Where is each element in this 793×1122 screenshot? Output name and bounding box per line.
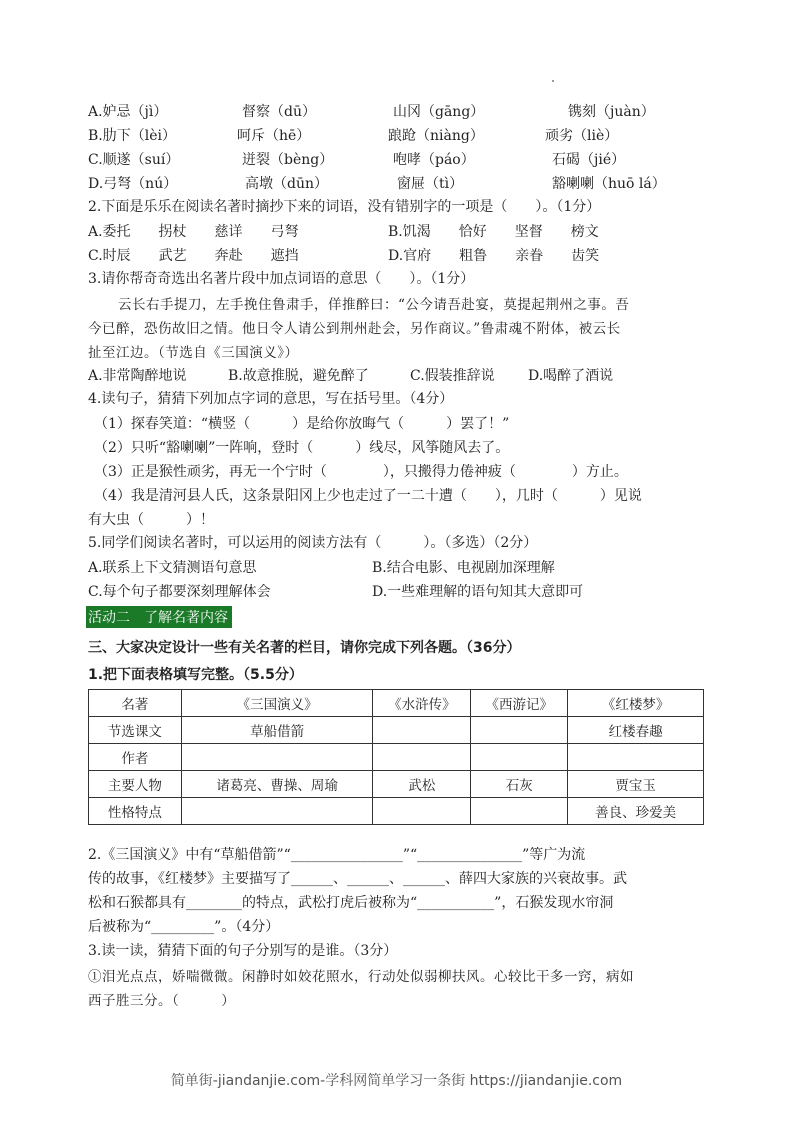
q1-c-3: 咆哮（páo） [393, 152, 475, 168]
footer-watermark: 简单街-jiandanjie.com-学科网简单学习一条街 https://jiandanjie.com [170, 1073, 623, 1089]
table-cell [471, 717, 568, 744]
q1-a-4: 镌刻（juàn） [568, 104, 655, 120]
q3-option-a: A.非常陶醉地说 [88, 368, 187, 384]
table-cell: 《红楼梦》 [568, 690, 704, 717]
q5-option-c: C.每个句子都要深刻理解体会 [88, 584, 271, 600]
table-row [89, 690, 704, 717]
section-3-heading: 三、大家决定设计一些有关名著的栏目，请你完成下列各题。（36分） [88, 640, 521, 656]
q4-line-3: （3）正是猴性顽劣，再无一个宁时（ ），只搬得力倦神疲（ ）方止。 [94, 464, 628, 480]
table-cell: 石灰 [471, 771, 568, 798]
table-cell: 节选课文 [89, 717, 182, 744]
table-cell [181, 744, 373, 771]
table-row [89, 744, 704, 771]
table-cell: 草船借箭 [181, 717, 373, 744]
s3-q2-line-4: 后被称为“_________”。（4分） [88, 919, 280, 935]
q1-c-2: 迸裂（bèng） [242, 152, 334, 168]
table-cell: 作者 [89, 744, 182, 771]
table-cell: 性格特点 [89, 798, 182, 825]
q1-c-1: C.顺遂（suí） [88, 152, 180, 168]
q2-option-d: D.官府 粗鲁 亲眷 齿笑 [388, 248, 600, 264]
s3-q2-line-1: 2.《三国演义》中有“草船借箭”“________________”“_______________”等广为流 [88, 847, 586, 863]
q4-line-4: （4）我是清河县人氏，这条景阳冈上少也走过了一二十遭（ ），几时（ ）见说 [94, 488, 642, 504]
table-cell [373, 717, 471, 744]
table-cell [568, 744, 704, 771]
s3-q1-stem: 1.把下面表格填写完整。（5.5分） [88, 667, 303, 683]
q1-a-1: A.妒忌（jì） [88, 104, 168, 120]
q1-b-2: 呵斥（hē） [237, 128, 311, 144]
q1-c-4: 石碣（jié） [552, 152, 626, 168]
q3-option-c: C.假装推辞说 [410, 368, 495, 384]
q1-a-3: 山冈（gāng） [393, 104, 485, 120]
table-cell: 《水浒传》 [373, 690, 471, 717]
q1-b-4: 顽劣（liè） [545, 128, 619, 144]
s3-q3-stem: 3.读一读，猜猜下面的句子分别写的是谁。（3分） [88, 943, 398, 959]
q5-option-b: B.结合电影、电视剧加深理解 [372, 560, 555, 576]
table-cell [373, 798, 471, 825]
s3-q3-line-2: 西子胜三分。（ ） [88, 993, 236, 1009]
table-cell: 《三国演义》 [181, 690, 373, 717]
table-row [89, 771, 704, 798]
q3-option-d: D.喝醉了酒说 [528, 368, 614, 384]
table-cell [373, 744, 471, 771]
q1-d-1: D.弓弩（nú） [88, 176, 178, 192]
table-cell: 主要人物 [89, 771, 182, 798]
q1-d-2: 高墩（dūn） [245, 176, 328, 192]
q3-stem: 3.请你帮奇奇选出名著片段中加点词语的意思（ ）。（1分） [88, 271, 475, 287]
table-cell [471, 798, 568, 825]
q4-stem: 4.读句子，猜猜下列加点字词的意思，写在括号里。（4分） [88, 391, 454, 407]
q2-stem: 2.下面是乐乐在阅读名著时摘抄下来的词语，没有错别字的一项是（ ）。（1分） [88, 199, 601, 215]
q3-passage-line-2: 今已醉，恐伤故旧之情。他日令人请公到荆州赴会，另作商议。”鲁肃魂不附体，被云长 [88, 321, 621, 337]
q1-b-3: 踉跄（niàng） [388, 128, 484, 144]
table-row [89, 798, 704, 825]
q4-line-2: （2）只听“豁喇喇”一阵响，登时（ ）线尽，风筝随风去了。 [94, 440, 510, 456]
q4-line-5: 有大虫（ ）！ [88, 512, 214, 528]
q1-a-2: 督察（dū） [242, 104, 316, 120]
q1-b-1: B.肋下（lèi） [88, 128, 176, 144]
q5-option-d: D.一些难理解的语句知其大意即可 [372, 584, 584, 600]
q2-option-c: C.时辰 武艺 奔赴 遮挡 [88, 248, 299, 264]
s3-q2-line-3: 松和石猴都具有________的特点，武松打虎后被称为“___________”，石猴发现水帘洞 [88, 895, 614, 911]
table-cell: 诸葛亮、曹操、周瑜 [181, 771, 373, 798]
scan-speck [552, 80, 554, 82]
table-cell [471, 744, 568, 771]
table-cell: 名著 [89, 690, 182, 717]
q3-option-b: B.故意推脱，避免醉了 [228, 368, 369, 384]
q1-d-4: 豁喇喇（huō lá） [552, 176, 666, 192]
table-cell: 善良、珍爱美 [568, 798, 704, 825]
novels-table [88, 689, 704, 825]
q5-stem: 5.同学们阅读名著时，可以运用的阅读方法有（ ）。（多选）（2分） [88, 535, 538, 551]
table-cell: 武松 [373, 771, 471, 798]
q2-option-a: A.委托 拐杖 慈详 弓弩 [88, 224, 299, 240]
q2-option-b: B.饥渴 恰好 坚督 榜文 [388, 224, 599, 240]
q1-d-3: 窗屉（tì） [397, 176, 464, 192]
s3-q3-line-1: ①泪光点点，娇喘微微。闲静时如姣花照水，行动处似弱柳扶风。心较比干多一窍，病如 [88, 969, 634, 985]
q5-option-a: A.联系上下文猜测语句意思 [88, 560, 257, 576]
s3-q2-line-2: 传的故事，《红楼梦》主要描写了______、______、______、薛四大家族的兴衰故事。武 [88, 871, 627, 887]
table-cell: 《西游记》 [471, 690, 568, 717]
activity-banner: 活动二 了解名著内容 [86, 606, 232, 628]
q3-passage-line-3: 扯至江边。（节选自《三国演义》） [88, 345, 299, 361]
table-row [89, 717, 704, 744]
q3-passage-line-1: 云长右手提刀，左手挽住鲁肃手，佯推醉曰：“公今请吾赴宴，莫提起荆州之事。吾 [118, 297, 630, 313]
q4-line-1: （1）探春笑道：“横竖（ ）是给你放晦气（ ）罢了！” [94, 416, 510, 432]
table-cell [181, 798, 373, 825]
table-cell: 贾宝玉 [568, 771, 704, 798]
table-cell: 红楼春趣 [568, 717, 704, 744]
